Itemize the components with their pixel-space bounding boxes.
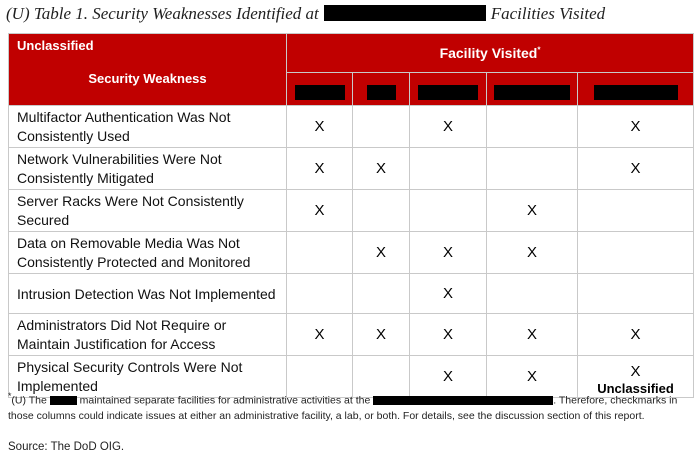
- table-title-prefix: (U) Table 1. Security Weaknesses Identified at: [6, 4, 319, 23]
- redacted-block: [367, 85, 396, 100]
- weakness-cell: Administrators Did Not Require or Maintain Justification for Access: [9, 314, 287, 356]
- table-title: [6, 4, 605, 24]
- classification-marking: Unclassified: [17, 38, 94, 53]
- facility-mark: X: [410, 106, 487, 148]
- footnote-marker: *: [537, 45, 541, 55]
- facility-mark: X: [353, 148, 410, 190]
- facility-mark: X: [410, 232, 487, 274]
- facility-mark: [287, 274, 353, 314]
- facility-mark: X: [578, 106, 694, 148]
- facility-mark: [410, 190, 487, 232]
- security-weakness-table: [8, 33, 694, 398]
- table-row: [9, 190, 694, 232]
- facility-mark: X: [487, 190, 578, 232]
- redacted-block: [295, 85, 345, 100]
- facility-column-header: [353, 73, 410, 106]
- weakness-cell: Network Vulnerabilities Were Not Consistently Mitigated: [9, 148, 287, 190]
- weakness-cell: Server Racks Were Not Consistently Secured: [9, 190, 287, 232]
- facility-mark: [578, 232, 694, 274]
- facility-mark: [353, 274, 410, 314]
- redacted-block: [594, 85, 678, 100]
- bottom-classification-marking: Unclassified: [597, 381, 674, 396]
- facility-mark: [487, 148, 578, 190]
- table-row: [9, 106, 694, 148]
- facility-column-header: [487, 73, 578, 106]
- facility-mark: X: [353, 232, 410, 274]
- source-line: Source: The DoD OIG.: [8, 441, 125, 453]
- redacted-block: [418, 85, 478, 100]
- weakness-cell: Data on Removable Media Was Not Consistently Protected and Monitored: [9, 232, 287, 274]
- weakness-cell: Multifactor Authentication Was Not Consistently Used: [9, 106, 287, 148]
- facility-mark: X: [287, 190, 353, 232]
- facility-mark: [578, 274, 694, 314]
- weakness-cell: Physical Security Controls Were Not Implemented: [9, 356, 287, 398]
- facility-mark: X: [630, 363, 641, 380]
- redacted-block: [324, 5, 486, 21]
- facility-visited-label: Facility Visited: [439, 45, 538, 61]
- table-row: [9, 314, 694, 356]
- facility-mark: X: [410, 356, 487, 398]
- facility-mark: [487, 106, 578, 148]
- facility-mark: [287, 232, 353, 274]
- facility-mark: X: [487, 356, 578, 398]
- table-row: [9, 274, 694, 314]
- facility-mark: X: [578, 314, 694, 356]
- facility-mark: X: [487, 314, 578, 356]
- facility-mark: [353, 190, 410, 232]
- footnote-text-1: (U) The: [11, 394, 47, 407]
- redacted-block: [494, 85, 570, 100]
- facility-mark: [353, 106, 410, 148]
- facility-mark: [487, 274, 578, 314]
- facility-mark: [578, 190, 694, 232]
- table-row: [9, 232, 694, 274]
- facility-mark: X: [287, 106, 353, 148]
- footnote: [8, 389, 692, 424]
- facility-mark: X: [410, 274, 487, 314]
- facility-mark: X: [287, 314, 353, 356]
- weakness-column-header: [9, 34, 287, 106]
- table-title-suffix: Facilities Visited: [490, 4, 606, 23]
- facility-mark: X: [287, 148, 353, 190]
- facility-mark: X: [353, 314, 410, 356]
- facility-column-header: [410, 73, 487, 106]
- footnote-marker: *: [8, 391, 12, 401]
- facility-mark: X: [578, 148, 694, 190]
- weakness-cell: Intrusion Detection Was Not Implemented: [9, 274, 287, 314]
- facility-column-header: [287, 73, 353, 106]
- redacted-block: [50, 396, 77, 405]
- table-row: [9, 148, 694, 190]
- weakness-column-label: Security Weakness: [88, 71, 207, 86]
- footnote-text-2: maintained separate facilities for administrative activities at the: [79, 394, 371, 407]
- facility-visited-header: [287, 34, 694, 73]
- facility-column-header: [578, 73, 694, 106]
- redacted-block: [373, 396, 553, 405]
- facility-mark: X: [410, 314, 487, 356]
- facility-mark: X: [487, 232, 578, 274]
- facility-mark: [410, 148, 487, 190]
- footnote-text-3: . Therefore, checkmarks in those columns could indicate issues at either an administrative facility, a lab, or both. For details, see the discussion section of this report.: [8, 394, 678, 422]
